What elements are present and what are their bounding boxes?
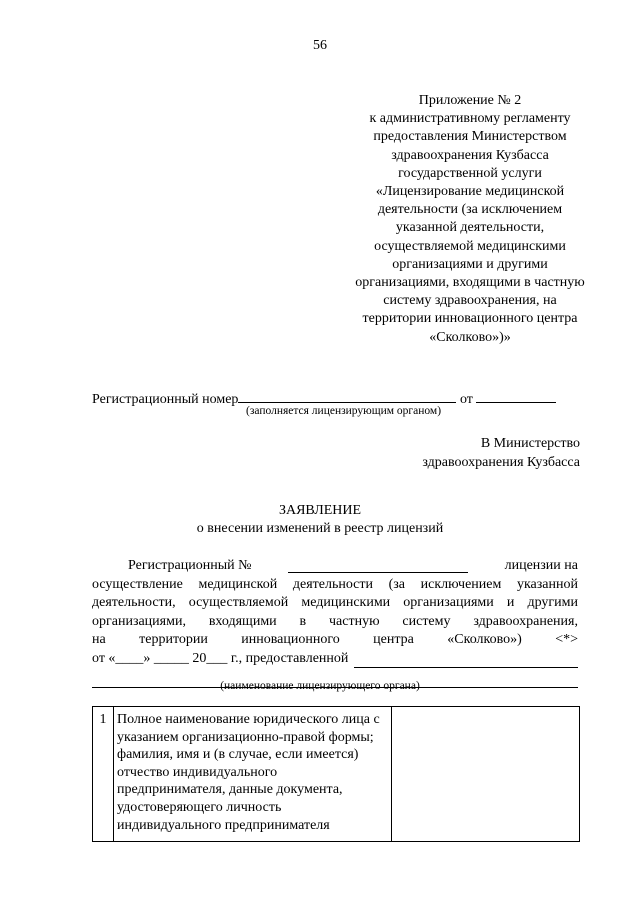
appendix-line: организациями, входящими в частную [355, 275, 585, 291]
page-number: 56 [313, 38, 327, 53]
recipient-line: В Министерство [480, 436, 580, 451]
appendix-line: Приложение № 2 [418, 93, 522, 108]
appendix-line: осуществляемой медицинскими [374, 238, 566, 254]
statement-line: осуществление медицинской деятельности (за исключением указанной [92, 576, 578, 592]
registration-number-field[interactable] [238, 388, 456, 403]
appendix-header [340, 92, 600, 347]
license-date-text: от «____» _____ 20___ г., предоставленной [92, 650, 349, 666]
registration-from-label: от [459, 392, 473, 407]
appendix-line: указанной деятельности, [395, 220, 545, 236]
registration-date-field[interactable] [476, 388, 556, 403]
details-table [92, 706, 580, 842]
statement-line: на территории инновационного центра «Сколково») <*> [92, 632, 578, 647]
row-number: 1 [93, 707, 114, 842]
recipient-line: здравоохранения Кузбасса [422, 454, 580, 470]
appendix-line: «Лицензирование медицинской [375, 184, 565, 200]
appendix-line: организациями и другими [392, 256, 548, 272]
document-title-block [0, 502, 640, 538]
document-title: ЗАЯВЛЕНИЕ [278, 503, 362, 518]
appendix-line: «Сколково»)» [429, 329, 511, 345]
registration-hint: (заполняется лицензирующим органом) [246, 405, 442, 417]
recipient-block [380, 435, 580, 472]
statement-line [92, 650, 578, 669]
table-row [93, 707, 580, 842]
document-subtitle: о внесении изменений в реестр лицензий [196, 521, 444, 536]
licensing-organ-hint: (наименование лицензирующего органа) [220, 680, 420, 692]
row-label: Полное наименование юридического лица с указанием организационно-правой формы; фамилия, имя и (в случае, если имеется) отчество индивидуального предпринимателя, данные документа, удостоверяющего личность индивидуального предпринимателя [114, 707, 392, 842]
registration-label: Регистрационный номер [92, 392, 239, 407]
appendix-line: здравоохранения Кузбасса [391, 147, 549, 163]
statement-line [92, 557, 578, 576]
statement-line: организациями, входящими в частную систему здравоохранения, [92, 613, 578, 629]
row-value-field[interactable] [392, 707, 580, 842]
licensing-organ-field[interactable] [354, 652, 578, 668]
appendix-line: деятельности (за исключением [377, 202, 563, 218]
statement-text: лицензии на [504, 558, 578, 573]
statement-body [92, 557, 578, 688]
appendix-line: предоставления Министерством [373, 129, 567, 145]
appendix-line: территории инновационного центра [362, 311, 578, 327]
appendix-line: систему здравоохранения, на [383, 293, 557, 309]
appendix-line: к административному регламенту [369, 111, 571, 127]
statement-text: Регистрационный № [128, 558, 252, 573]
license-number-field[interactable] [288, 557, 468, 573]
appendix-line: государственной услуги [398, 165, 542, 181]
statement-line: деятельности, осуществляемой медицинскими организациями и другими [92, 595, 578, 610]
